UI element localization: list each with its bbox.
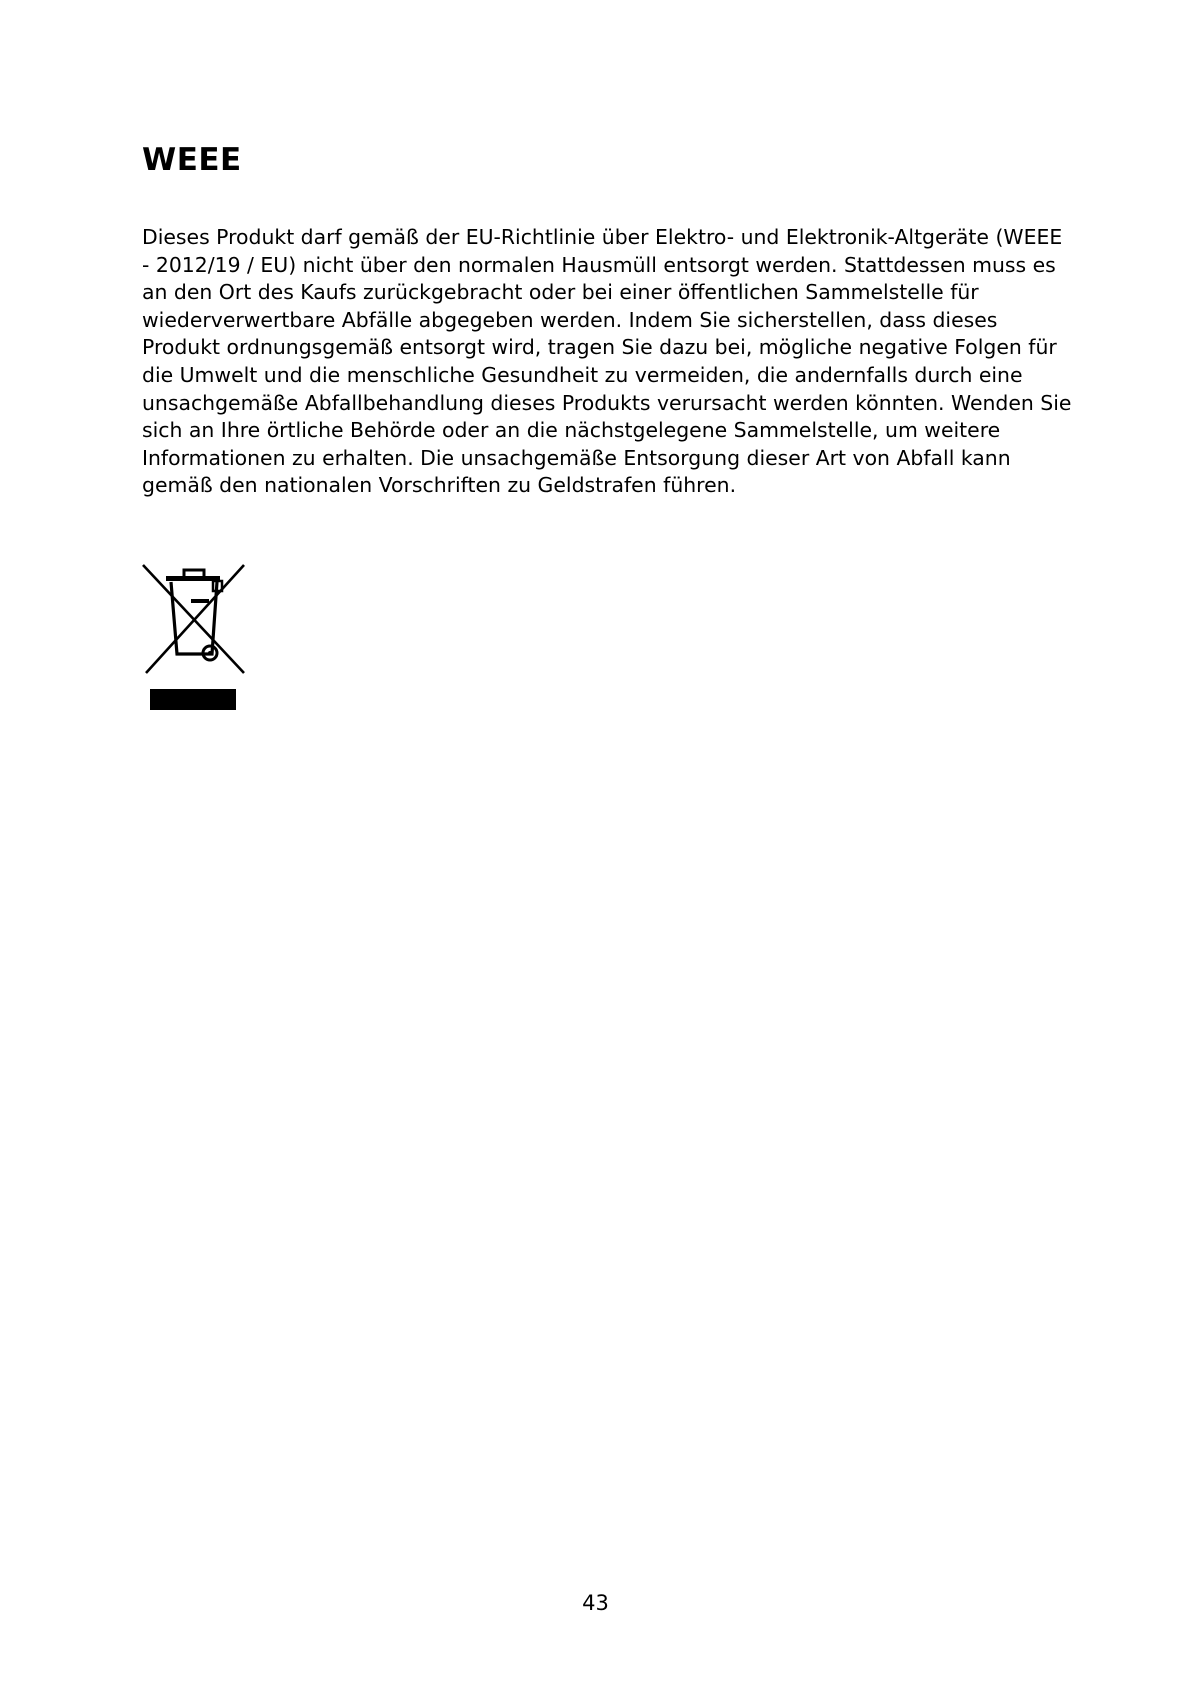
weee-underline-bar [150,689,236,710]
weee-paragraph: Dieses Produkt darf gemäß der EU-Richtlinie über Elektro- und Elektronik-Altgeräte (WEEE - 2012/19 / EU) nicht über den normalen Hausmüll entsorgt werden. Stattdessen muss es an den Ort des Kaufs zurückgebracht oder bei einer öffentlichen Sammelstelle für wiederverwertbare Abfälle abgegeben werden. Indem Sie sicherstellen, dass dieses Produkt ordnungsgemäß entsorgt wird, tragen Sie dazu bei, mögliche negative Folgen für die Umwelt und die menschliche Gesundheit zu vermeiden, die andernfalls durch eine unsachgemäße Abfallbehandlung dieses Produkts verursacht werden könnten. Wenden Sie sich an Ihre örtliche Behörde oder an die nächstgelegene Sammelstelle, um weitere Informationen zu erhalten. Die unsachgemäße Entsorgung dieser Art von Abfall kann gemäß den nationalen Vorschriften zu Geldstrafen führen. [142,225,1072,498]
section-title: WEEE [142,142,242,178]
page-number: 43 [582,1591,609,1615]
crossed-out-wheelie-bin-icon [140,562,248,678]
